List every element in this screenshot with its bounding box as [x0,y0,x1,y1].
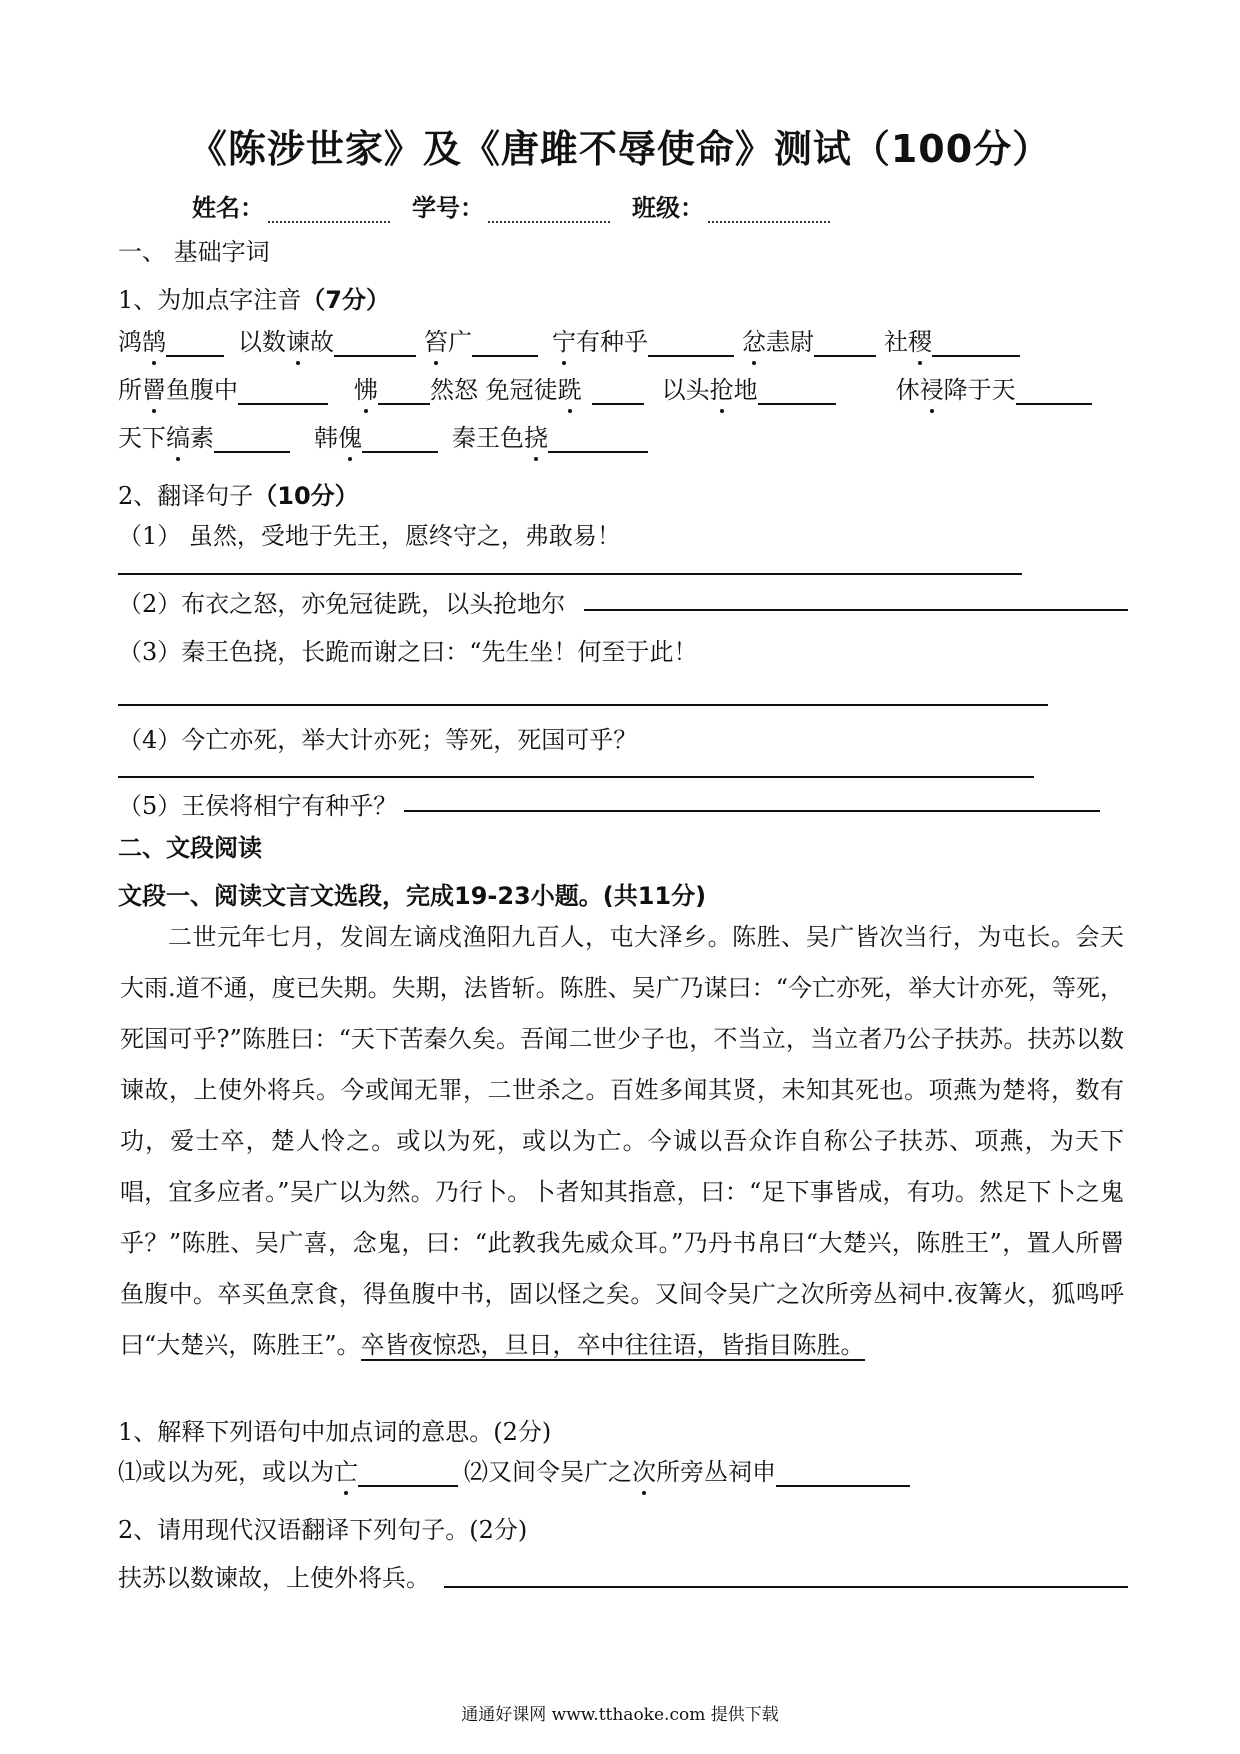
dotted-word: 次 [632,1452,656,1487]
pinyin-item: 鸿鹄 [118,328,166,356]
pinyin-item: 笞广 [424,328,472,356]
page-title: 《陈涉世家》及《唐雎不辱使命》测试（100分） [188,127,1052,171]
pinyin-item: 然怒 免冠徒跣 [430,376,582,404]
q1-title [118,280,390,315]
name-blank[interactable] [268,199,390,223]
answer-blank[interactable] [378,379,430,405]
pinyin-item: 秦王色挠 [452,424,548,452]
answer-blank[interactable] [214,427,290,453]
number-label: 学号： [412,194,484,222]
q2-title-text: 2、翻译句子 [118,482,254,510]
answer-line[interactable] [118,573,1022,575]
answer-blank[interactable] [334,331,416,357]
section1-heading: 一、 基础字词 [118,238,270,266]
q1-title-text: 1、为加点字注音 [118,286,302,314]
answer-line[interactable] [584,609,1128,611]
answer-blank[interactable] [548,427,648,453]
student-info-row [192,188,852,223]
translate-sentence-1: （1） 虽然，受地于先王，愿终守之，弗敢易！ [118,522,621,550]
pinyin-item: 以数谏故 [238,328,334,356]
answer-blank[interactable] [166,331,224,357]
answer-line[interactable] [118,776,1034,778]
answer-blank[interactable] [776,1461,910,1487]
classical-passage [120,912,1124,1371]
translate-question-sentence: 扶苏以数谏故，上使外将兵。 [118,1564,430,1592]
pinyin-row-1 [118,322,1020,357]
answer-blank[interactable] [358,1461,458,1487]
pinyin-item: 天下缟素 [118,424,214,452]
q2-title [118,476,359,511]
class-blank[interactable] [708,199,830,223]
passage-heading: 文段一、阅读文言文选段，完成19-23小题。(共11分) [118,882,707,910]
translate-sentence-3: （3）秦王色挠，长跪而谢之曰：“先生坐！何至于此！ [118,638,698,666]
answer-blank[interactable] [1016,379,1092,405]
pinyin-row-2 [118,370,1092,405]
translate-sentence-5: （5）王侯将相宁有种乎？ [118,792,398,820]
pinyin-item: 社稷 [884,328,932,356]
section2-heading: 二、文段阅读 [118,834,262,862]
pinyin-row-3 [118,418,648,453]
pinyin-item: 怫 [354,376,378,404]
dotted-word: 亡 [334,1452,358,1487]
pinyin-item: 忿恚尉 [742,328,814,356]
number-blank[interactable] [488,199,610,223]
translate-question-title: 2、请用现代汉语翻译下列句子。(2分) [118,1516,528,1544]
passage-underlined-text: 卒皆夜惊恐，旦日，卒中往往语，皆指目陈胜。 [360,1331,865,1359]
q2-score: （10分） [253,482,359,510]
passage-text: 二世元年七月，发闾左谪戍渔阳九百人，屯大泽乡。陈胜、吴广皆次当行，为屯长。会天大雨.道不通，度已失期。失期，法皆斩。陈胜、吴广乃谋曰：“今亡亦死，举大计亦死，等死，死国可乎?”陈胜曰：“天下苦秦久矣。吾闻二世少子也，不当立，当立者乃公子扶苏。扶苏以数谏故，上使外将兵。今或闻无罪，二世杀之。百姓多闻其贤，未知其死也。项燕为楚将，数有功，爱士卒，楚人怜之。或以为死，或以为亡。今诚以吾众诈自称公子扶苏、项燕，为天下唱，宜多应者。”吴广以为然。乃行卜。卜者知其指意，曰：“足下事皆成，有功。然足下卜之鬼乎？”陈胜、吴广喜，念鬼，曰：“此教我先威众耳。”乃丹书帛曰“大楚兴，陈胜王”，置人所罾鱼腹中。卒买鱼烹食，得鱼腹中书，固以怪之矣。又间令吴广之次所旁丛祠中.夜篝火，狐鸣呼曰“大楚兴，陈胜王”。 [120,923,1124,1359]
pinyin-item: 韩傀 [314,424,362,452]
answer-blank[interactable] [238,379,328,405]
answer-blank[interactable] [362,427,438,453]
explain-question-title: 1、解释下列语句中加点词的意思。(2分) [118,1418,552,1446]
answer-line[interactable] [444,1586,1128,1588]
translate-sentence-2: （2）布衣之怒，亦免冠徒跣，以头抢地尔 [118,590,566,618]
q1-score: （7分） [301,286,390,314]
page-footer: 通通好课网 www.tthaoke.com 提供下载 [461,1705,779,1725]
pinyin-item: 宁有种乎 [552,328,648,356]
translate-sentence-4: （4）今亡亦死，举大计亦死；等死，死国可乎？ [118,726,638,754]
answer-blank[interactable] [932,331,1020,357]
class-label: 班级： [632,194,704,222]
answer-line[interactable] [118,704,1048,706]
answer-blank[interactable] [814,331,876,357]
answer-blank[interactable] [758,379,836,405]
answer-line[interactable] [404,810,1100,812]
answer-blank[interactable] [648,331,734,357]
answer-blank[interactable] [472,331,538,357]
pinyin-item: 所罾鱼腹中 [118,376,238,404]
pinyin-item: 休祲降于天 [896,376,1016,404]
answer-blank[interactable] [592,379,644,405]
explain-question-items: ⑴或以为死，或以为亡 ⑵又间令吴广之次所旁丛祠申 [118,1452,910,1487]
pinyin-item: 以头抢地 [662,376,758,404]
name-label: 姓名： [192,194,264,222]
